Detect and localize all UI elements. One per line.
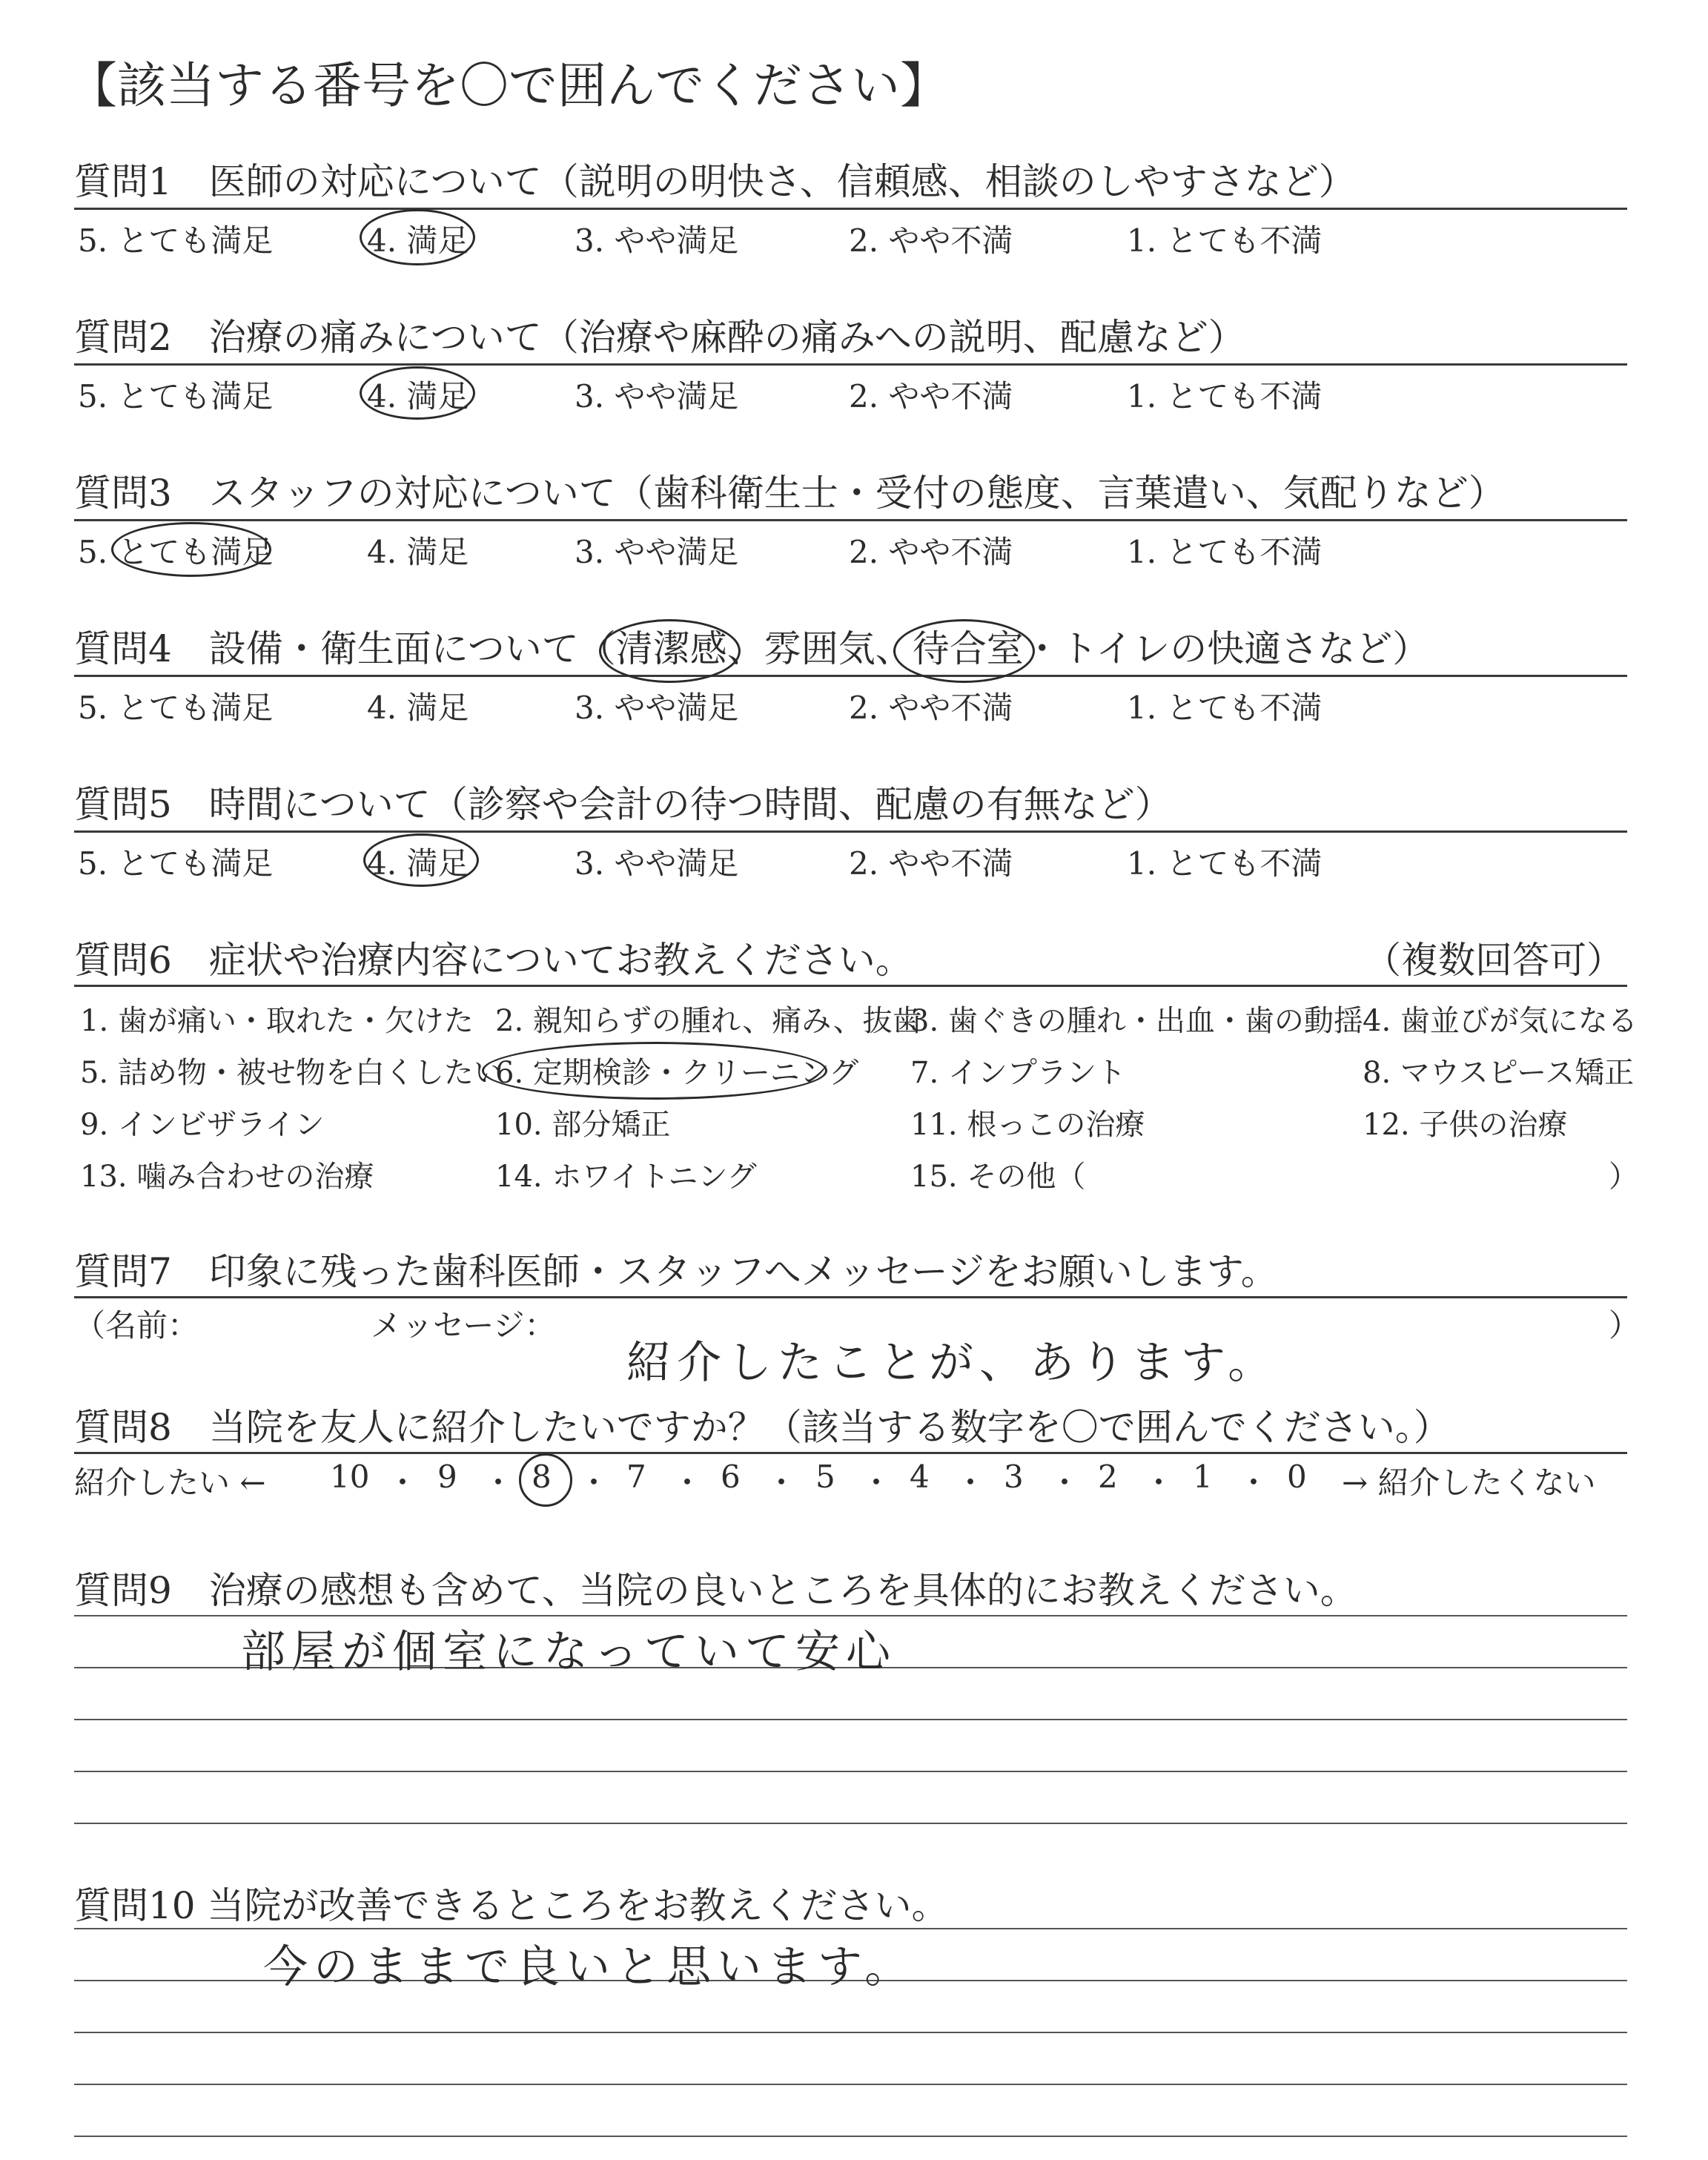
q4-option-3[interactable]: 3. やや満足	[575, 690, 739, 726]
q1-option-4[interactable]: 4. 満足	[367, 222, 469, 259]
q4-term-circle-cleanliness	[599, 619, 741, 683]
q6-other-close: ）	[1609, 1160, 1638, 1194]
q6-item-2[interactable]: 2. 親知らずの腫れ、痛み、抜歯	[495, 1004, 922, 1038]
q8-sep: ・	[578, 1464, 610, 1501]
question-5-title: 質問5 時間について（診察や会計の待つ時間、配慮の有無など）	[74, 783, 1172, 826]
q6-item-4[interactable]: 4. 歯並びが気になる	[1363, 1004, 1638, 1038]
answer-line	[74, 2032, 1627, 2033]
q5-selection-circle	[363, 833, 479, 887]
q8-scale-1[interactable]: 1	[1193, 1459, 1213, 1495]
q10-handwritten-answer: 今のままで良いと思います。	[263, 1941, 916, 1993]
divider	[74, 363, 1627, 366]
q8-sep: ・	[387, 1464, 419, 1501]
q6-item-7[interactable]: 7. インプラント	[910, 1056, 1126, 1090]
q2-option-2[interactable]: 2. やや不満	[849, 378, 1013, 415]
q6-item-10[interactable]: 10. 部分矯正	[495, 1108, 671, 1142]
divider	[74, 675, 1627, 677]
q1-option-3[interactable]: 3. やや満足	[575, 222, 739, 259]
question-8-title: 質問8 当院を友人に紹介したいですか？（該当する数字を〇で囲んでください。）	[74, 1406, 1451, 1449]
q6-item-1[interactable]: 1. 歯が痛い・取れた・欠けた	[80, 1004, 474, 1038]
q6-item-11[interactable]: 11. 根っこの治療	[910, 1108, 1145, 1142]
q4-term-circle-waiting-room	[893, 619, 1035, 683]
answer-line	[74, 1719, 1627, 1720]
divider	[74, 985, 1627, 987]
q6-item-5[interactable]: 5. 詰め物・被せ物を白くしたい	[80, 1056, 503, 1090]
q9-handwritten-answer: 部屋が個室になっていて安心	[241, 1626, 896, 1678]
q8-scale-7[interactable]: 7	[626, 1459, 646, 1495]
q6-item-13[interactable]: 13. 噛み合わせの治療	[80, 1160, 374, 1194]
q8-scale-9[interactable]: 9	[437, 1459, 457, 1495]
divider	[74, 830, 1627, 833]
question-1-title: 質問1 医師の対応について（説明の明快さ、信頼感、相談のしやすさなど）	[74, 160, 1356, 203]
q3-option-2[interactable]: 2. やや不満	[849, 534, 1013, 570]
question-3-title: 質問3 スタッフの対応について（歯科衛生士・受付の態度、言葉遣い、気配りなど）	[74, 472, 1506, 515]
divider	[74, 1452, 1627, 1454]
answer-line	[74, 1823, 1627, 1824]
q2-option-3[interactable]: 3. やや満足	[575, 378, 739, 415]
q5-option-4[interactable]: 4. 満足	[367, 845, 469, 882]
answer-line	[74, 1928, 1627, 1929]
q2-option-1[interactable]: 1. とても不満	[1127, 378, 1323, 415]
q8-scale-6[interactable]: 6	[721, 1459, 741, 1495]
q1-option-2[interactable]: 2. やや不満	[849, 222, 1013, 259]
q7-close: ）	[1609, 1307, 1641, 1344]
q2-option-4[interactable]: 4. 満足	[367, 378, 469, 415]
q3-option-4[interactable]: 4. 満足	[367, 534, 469, 570]
q6-item-3[interactable]: 3. 歯ぐきの腫れ・出血・歯の動揺	[910, 1004, 1363, 1038]
q6-item-12[interactable]: 12. 子供の治療	[1363, 1108, 1568, 1142]
q8-scale-5[interactable]: 5	[815, 1459, 835, 1495]
q8-sep: ・	[483, 1464, 514, 1501]
question-6-note: （複数回答可）	[1364, 939, 1623, 982]
q8-sep: ・	[672, 1464, 704, 1501]
q6-item-8[interactable]: 8. マウスピース矯正	[1363, 1056, 1635, 1090]
answer-line	[74, 2084, 1627, 2085]
q1-option-1[interactable]: 1. とても不満	[1127, 222, 1323, 259]
q4-option-2[interactable]: 2. やや不満	[849, 690, 1013, 726]
q6-item-6[interactable]: 6. 定期検診・クリーニング	[495, 1056, 859, 1090]
q8-scale-2[interactable]: 2	[1098, 1459, 1118, 1495]
question-4-title: 質問4 設備・衛生面について（清潔感、雰囲気、待合室・トイレの快適さなど）	[74, 627, 1430, 670]
q1-option-5[interactable]: 5. とても満足	[78, 222, 274, 259]
q6-item-9[interactable]: 9. インビザライン	[80, 1108, 325, 1142]
q3-option-3[interactable]: 3. やや満足	[575, 534, 739, 570]
q5-option-2[interactable]: 2. やや不満	[849, 845, 1013, 882]
q8-sep: ・	[766, 1464, 798, 1501]
q5-option-1[interactable]: 1. とても不満	[1127, 845, 1323, 882]
q8-left-label: 紹介したい ←	[74, 1464, 266, 1501]
q8-selection-circle	[519, 1453, 572, 1507]
divider	[74, 1296, 1627, 1298]
q8-sep: ・	[955, 1464, 987, 1501]
q6-item-14[interactable]: 14. ホワイトニング	[495, 1160, 757, 1194]
q7-message-label: メッセージ：	[371, 1307, 556, 1344]
q2-option-5[interactable]: 5. とても満足	[78, 378, 274, 415]
q8-right-label: → 紹介したくない	[1342, 1464, 1596, 1501]
q8-scale-0[interactable]: 0	[1287, 1459, 1307, 1495]
q8-scale-4[interactable]: 4	[910, 1459, 930, 1495]
q5-option-3[interactable]: 3. やや満足	[575, 845, 739, 882]
q3-option-5[interactable]: 5. とても満足	[78, 534, 274, 570]
question-6-title: 質問6 症状や治療内容についてお教えください。	[74, 939, 913, 982]
q4-option-4[interactable]: 4. 満足	[367, 690, 469, 726]
answer-line	[74, 1771, 1627, 1772]
question-9-title: 質問9 治療の感想も含めて、当院の良いところを具体的にお教えください。	[74, 1569, 1357, 1612]
q3-selection-circle	[111, 522, 271, 577]
question-10-title: 質問10 当院が改善できるところをお教えください。	[74, 1884, 949, 1927]
question-7-title: 質問7 印象に残った歯科医師・スタッフへメッセージをお願いします。	[74, 1250, 1278, 1293]
q8-scale-3[interactable]: 3	[1004, 1459, 1024, 1495]
q8-scale-10[interactable]: 10	[330, 1459, 370, 1495]
q5-option-5[interactable]: 5. とても満足	[78, 845, 274, 882]
form-header: 【該当する番号を〇で囲んでください】	[68, 57, 949, 114]
q8-sep: ・	[1143, 1464, 1175, 1501]
q7-name-label: （名前：	[74, 1307, 199, 1344]
q8-sep: ・	[1049, 1464, 1081, 1501]
divider	[74, 519, 1627, 521]
q8-scale-8[interactable]: 8	[532, 1459, 552, 1495]
question-2-title: 質問2 治療の痛みについて（治療や麻酔の痛みへの説明、配慮など）	[74, 316, 1245, 359]
q4-option-5[interactable]: 5. とても満足	[78, 690, 274, 726]
q8-sep: ・	[861, 1464, 893, 1501]
q6-item-15[interactable]: 15. その他（	[910, 1160, 1086, 1194]
divider	[74, 208, 1627, 210]
q8-sep: ・	[1238, 1464, 1270, 1501]
answer-line	[74, 2136, 1627, 2137]
q6-selection-circle	[482, 1042, 827, 1100]
q7-handwritten-message: 紹介したことが、あります。	[626, 1337, 1279, 1389]
q1-selection-circle	[360, 209, 475, 265]
q3-option-1[interactable]: 1. とても不満	[1127, 534, 1323, 570]
q4-option-1[interactable]: 1. とても不満	[1127, 690, 1323, 726]
q2-selection-circle	[360, 366, 475, 420]
